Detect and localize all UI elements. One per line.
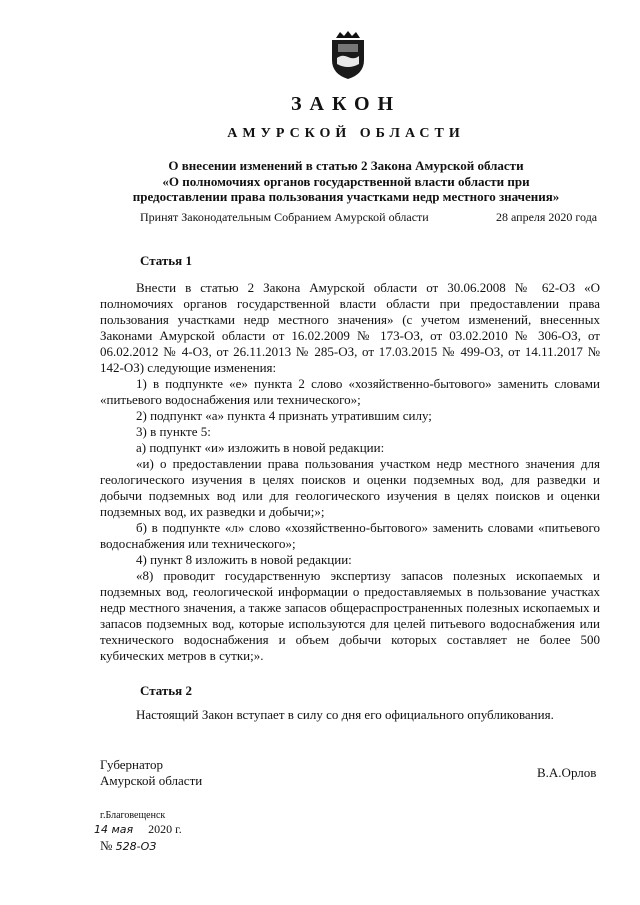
article-2-text: Настоящий Закон вступает в силу со дня его официального опубликования. <box>136 707 554 722</box>
signatory-name: В.А.Орлов <box>537 765 597 780</box>
article-1-item-2: 2) подпункт «а» пункта 4 признать утратившим силу; <box>136 408 432 423</box>
signatory-position <box>100 757 202 788</box>
article-1-item-3a: а) подпункт «и» изложить в новой редакции: <box>136 440 385 455</box>
handwritten-date: 14 мая <box>94 823 134 836</box>
handwritten-number: 528-ОЗ <box>115 840 157 853</box>
adopted-date: 28 апреля 2020 года <box>496 210 598 224</box>
subject-line: О внесении изменений в статью 2 Закона Амурской области <box>168 158 524 173</box>
number-prefix: № <box>100 838 113 853</box>
article-2-heading: Статья 2 <box>140 683 192 698</box>
position-line: Губернатор <box>100 757 163 772</box>
subject-line: предоставлении права пользования участками недр местного значения» <box>132 189 560 204</box>
article-1-item-4-text: «8) проводит государственную экспертизу запасов полезных ископаемых и подземных вод, геологической информации о предоставляемых в пользование участках недр местного значения, а также запасов общераспространенных полезных ископаемых и запасов подземных вод, которые используются для целей питьевого водоснабжения или технического водоснабжения и объем добычи которых составляет не более 500 кубических метров в сутки;». <box>100 568 600 663</box>
law-subject <box>100 158 592 205</box>
region-name: АМУРСКОЙ ОБЛАСТИ <box>227 126 465 141</box>
signing-year: 2020 г. <box>148 822 182 836</box>
article-1-item-1: 1) в подпункте «е» пункта 2 слово «хозяйственно-бытового» заменить словами «питьевого водоснабжения или технического»; <box>100 376 600 407</box>
subject-line: «О полномочиях органов государственной власти области при <box>162 173 530 189</box>
signing-date <box>94 822 182 837</box>
article-1-item-3b: б) в подпункте «л» слово «хозяйственно-бытового» заменить словами «питьевого водоснабжения или технического»; <box>100 520 600 551</box>
article-1-item-3: 3) в пункте 5: <box>136 424 211 439</box>
position-line: Амурской области <box>100 772 203 788</box>
article-1-item-3a-text: «и) о предоставлении права пользования участком недр местного значения для геологического изучения в целях поисков и оценки подземных вод, для разведки и добычи подземных вод или для геологического изучения в целях поисков и оценки подземных вод, их разведки и добычи;»; <box>100 456 600 519</box>
adopted-by: Принят Законодательным Собранием Амурской области <box>140 210 429 224</box>
article-1-intro: Внести в статью 2 Закона Амурской области от 30.06.2008 № 62-ОЗ «О полномочиях органов государственной власти области при предоставлении права пользования участками недр местного значения» (с учетом изменений, внесенных Законами Амурской области от 16.02.2009 № 173-ОЗ, от 03.02.2010 № 306-ОЗ, от 06.02.2012 № 4-ОЗ, от 26.11.2013 № 285-ОЗ, от 17.03.2015 № 499-ОЗ, от 14.11.2017 № 142-ОЗ) следующие изменения: <box>100 280 600 375</box>
article-1-item-4: 4) пункт 8 изложить в новой редакции: <box>136 552 352 567</box>
article-1-heading: Статья 1 <box>140 253 192 268</box>
law-title: ЗАКОН <box>290 93 402 115</box>
signing-city: г.Благовещенск <box>100 810 166 821</box>
law-number <box>100 838 156 854</box>
coat-of-arms-icon <box>328 30 368 80</box>
